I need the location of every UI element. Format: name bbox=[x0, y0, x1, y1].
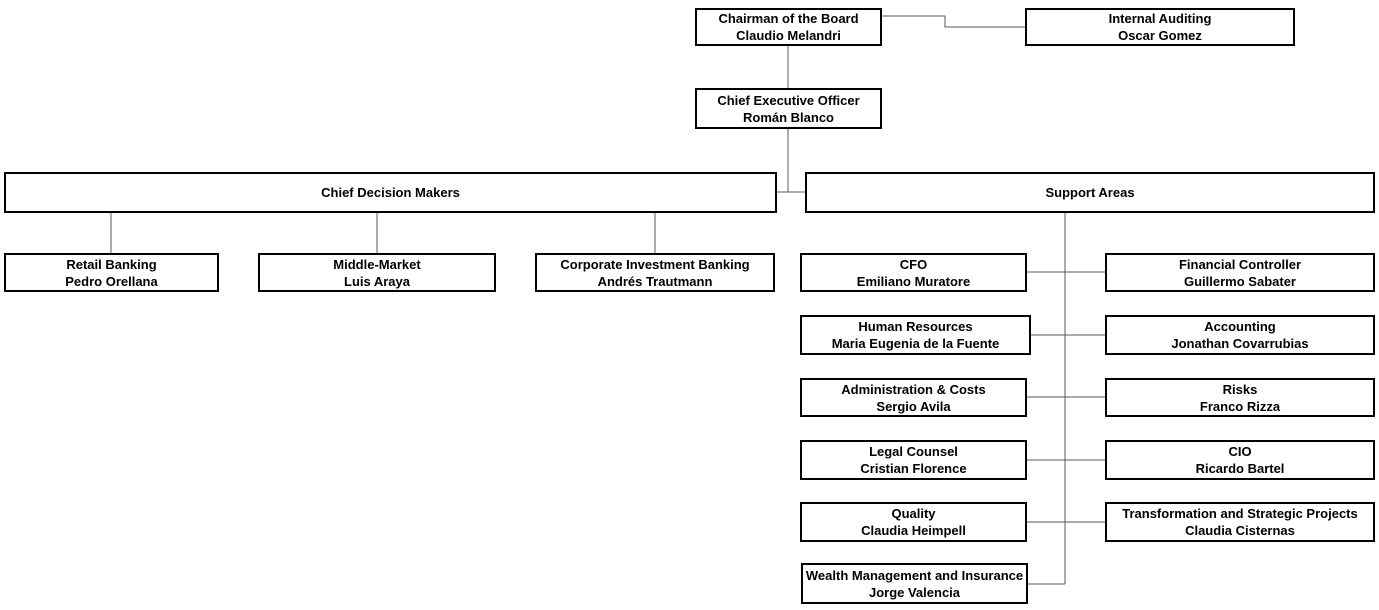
person-name: Román Blanco bbox=[742, 109, 834, 125]
node-cfo bbox=[800, 253, 1027, 292]
person-name: Claudia Heimpell bbox=[861, 523, 966, 538]
role-title: Corporate Investment Banking bbox=[560, 256, 750, 272]
node-transformation-strategic-projects bbox=[1105, 502, 1375, 542]
role-title: Internal Auditing bbox=[1108, 11, 1212, 26]
connector-chairman-internal-auditing bbox=[882, 16, 1025, 27]
role-title: Retail Banking bbox=[66, 256, 157, 272]
node-wealth-management-insurance bbox=[801, 563, 1028, 604]
node-administration-costs bbox=[800, 378, 1027, 417]
person-name: Pedro Orellana bbox=[65, 273, 158, 289]
person-name: Guillermo Sabater bbox=[1184, 273, 1296, 289]
node-corporate-investment-banking bbox=[535, 253, 775, 292]
role-title: Middle-Market bbox=[333, 256, 421, 272]
role-title: Human Resources bbox=[858, 319, 973, 334]
group-title: Support Areas bbox=[1045, 185, 1135, 200]
role-title: Chief Executive Officer bbox=[717, 92, 860, 108]
person-name: Claudia Cisternas bbox=[1185, 523, 1295, 538]
node-ceo bbox=[695, 88, 882, 129]
group-title: Chief Decision Makers bbox=[321, 185, 460, 200]
role-title: Administration & Costs bbox=[841, 381, 986, 397]
person-name: Jorge Valencia bbox=[868, 584, 961, 600]
node-cio bbox=[1105, 440, 1375, 480]
role-title: Legal Counsel bbox=[869, 444, 958, 459]
role-title: Accounting bbox=[1204, 319, 1276, 334]
node-accounting bbox=[1105, 315, 1375, 355]
node-legal-counsel bbox=[800, 440, 1027, 480]
role-title: Financial Controller bbox=[1178, 256, 1302, 272]
node-financial-controller bbox=[1105, 253, 1375, 292]
node-quality bbox=[800, 502, 1027, 542]
person-name: Sergio Avila bbox=[876, 398, 951, 414]
person-name: Franco Rizza bbox=[1199, 398, 1281, 414]
role-title: Chairman of the Board bbox=[718, 11, 859, 26]
node-support-areas bbox=[805, 172, 1375, 213]
person-name: Emiliano Muratore bbox=[856, 273, 971, 289]
role-title: CFO bbox=[899, 256, 928, 272]
node-chief-decision-makers bbox=[4, 172, 777, 213]
node-human-resources bbox=[800, 315, 1031, 355]
person-name: Cristian Florence bbox=[860, 461, 967, 476]
role-title: Wealth Management and Insurance bbox=[805, 567, 1024, 583]
node-middle-market bbox=[258, 253, 496, 292]
node-internal-auditing bbox=[1025, 8, 1295, 46]
person-name: Luis Araya bbox=[344, 273, 410, 289]
person-name: Ricardo Bartel bbox=[1195, 461, 1285, 476]
node-risks bbox=[1105, 378, 1375, 417]
role-title: Transformation and Strategic Projects bbox=[1122, 506, 1358, 521]
node-chairman bbox=[695, 8, 882, 46]
role-title: CIO bbox=[1228, 444, 1252, 459]
person-name: Oscar Gomez bbox=[1118, 28, 1202, 43]
person-name: Jonathan Covarrubias bbox=[1171, 336, 1309, 351]
person-name: Andrés Trautmann bbox=[597, 273, 713, 289]
role-title: Risks bbox=[1222, 381, 1258, 397]
node-retail-banking bbox=[4, 253, 219, 292]
person-name: Claudio Melandri bbox=[736, 28, 841, 43]
role-title: Quality bbox=[891, 506, 936, 521]
person-name: Maria Eugenia de la Fuente bbox=[831, 336, 1000, 351]
